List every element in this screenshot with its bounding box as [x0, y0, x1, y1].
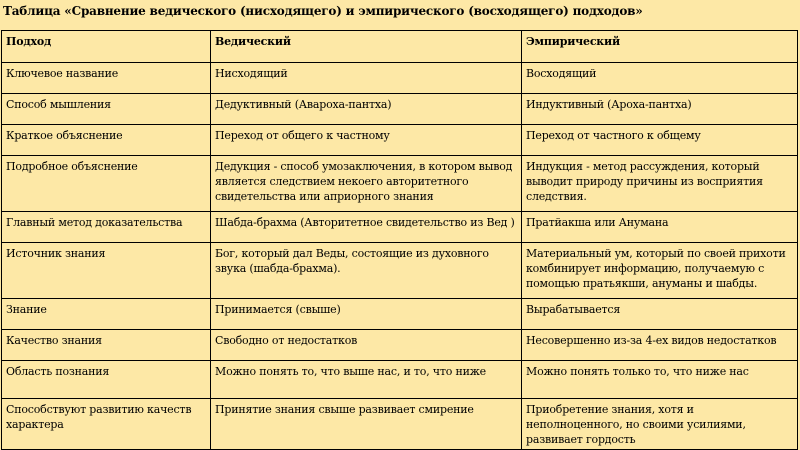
vedic-cell: Дедукция - способ умозаключения, в котором вывод является следствием некоего авторитетного свидетельства или априорного знания [211, 156, 522, 212]
header-vedic: Ведический [211, 31, 522, 63]
vedic-cell: Нисходящий [211, 63, 522, 94]
vedic-cell: Шабда-брахма (Авторитетное свидетельство из Вед ) [211, 212, 522, 243]
table-row [2, 330, 798, 361]
row-label: Подробное объяснение [2, 156, 211, 212]
table-row [2, 94, 798, 125]
row-label: Ключевое название [2, 63, 211, 94]
empirical-cell: Пратйакша или Анумана [522, 212, 798, 243]
empirical-cell: Переход от частного к общему [522, 125, 798, 156]
header-empirical: Эмпирический [522, 31, 798, 63]
table-row [2, 243, 798, 299]
header-approach: Подход [2, 31, 211, 63]
vedic-cell: Свободно от недостатков [211, 330, 522, 361]
row-label: Качество знания [2, 330, 211, 361]
row-label: Способ мышления [2, 94, 211, 125]
empirical-cell: Приобретение знания, хотя и неполноценного, но своими усилиями, развивает гордость [522, 399, 798, 450]
table-row [2, 156, 798, 212]
empirical-cell: Индуктивный (Ароха-пантха) [522, 94, 798, 125]
table-row [2, 212, 798, 243]
table-row [2, 125, 798, 156]
row-label: Способствуют развитию качеств характера [2, 399, 211, 450]
row-label: Главный метод доказательства [2, 212, 211, 243]
page-title: Таблица «Сравнение ведического (нисходящего) и эмпирического (восходящего) подходов» [3, 4, 643, 18]
row-label: Краткое объяснение [2, 125, 211, 156]
vedic-cell: Бог, который дал Веды, состоящие из духовного звука (шабда-брахма). [211, 243, 522, 299]
table-row [2, 399, 798, 450]
table-row [2, 63, 798, 94]
empirical-cell: Материальный ум, который по своей прихоти комбинирует информацию, получаемую с помощью пратьякши, ануманы и шабды. [522, 243, 798, 299]
row-label: Знание [2, 299, 211, 330]
empirical-cell: Восходящий [522, 63, 798, 94]
empirical-cell: Индукция - метод рассуждения, который выводит природу причины из восприятия следствия. [522, 156, 798, 212]
table-row [2, 361, 798, 399]
table-header-row [2, 31, 798, 63]
row-label: Источник знания [2, 243, 211, 299]
vedic-cell: Дедуктивный (Авароха-пантха) [211, 94, 522, 125]
vedic-cell: Принятие знания свыше развивает смирение [211, 399, 522, 450]
comparison-table [1, 30, 798, 450]
empirical-cell: Несовершенно из-за 4-ех видов недостатков [522, 330, 798, 361]
table-row [2, 299, 798, 330]
row-label: Область познания [2, 361, 211, 399]
vedic-cell: Переход от общего к частному [211, 125, 522, 156]
empirical-cell: Можно понять только то, что ниже нас [522, 361, 798, 399]
empirical-cell: Вырабатывается [522, 299, 798, 330]
vedic-cell: Можно понять то, что выше нас, и то, что ниже [211, 361, 522, 399]
vedic-cell: Принимается (свыше) [211, 299, 522, 330]
